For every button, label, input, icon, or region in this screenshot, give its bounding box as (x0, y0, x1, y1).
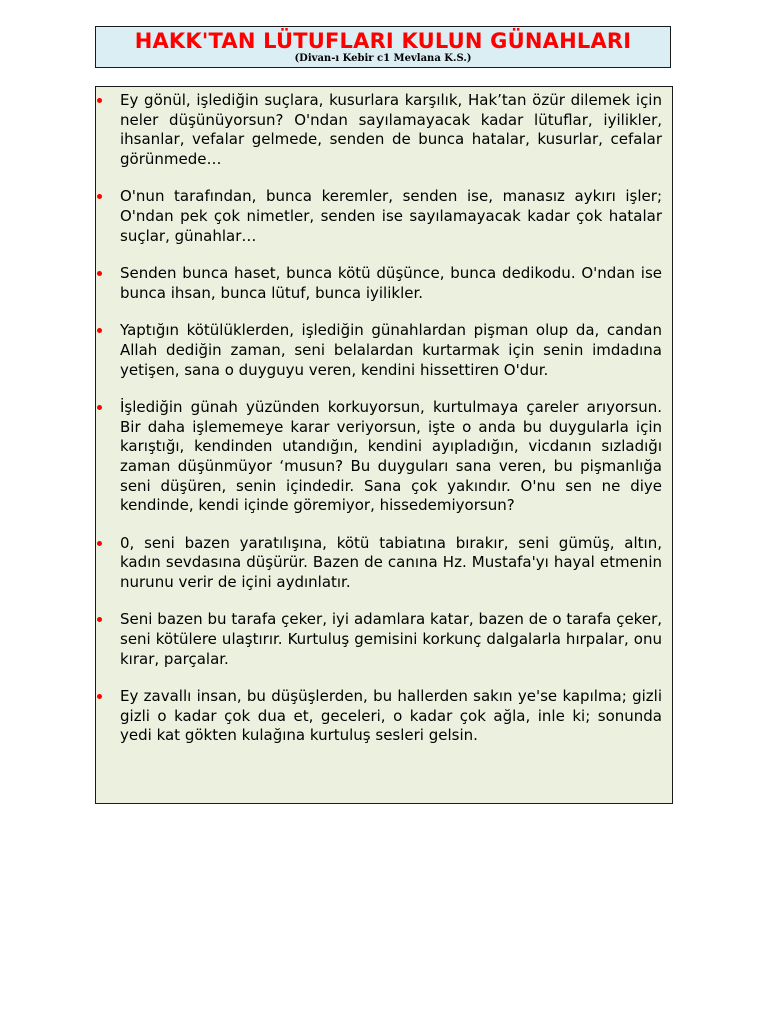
paragraph-text: Ey zavallı insan, bu düşüşlerden, bu hallerden sakın ye'se kapılma; gizli gizli o kadar çok dua et, geceleri, o kadar çok ağla, inle ki; sonunda yedi kat gökten kulağına kurtuluş sesleri gelsin. (120, 687, 662, 745)
page-subtitle: (Divan-ı Kebir c1 Mevlana K.S.) (294, 53, 472, 64)
bullet-icon (97, 694, 102, 699)
bullet-paragraph (120, 321, 662, 380)
paragraph-text: Ey gönül, işlediğin suçlara, kusurlara karşılık, Hak’tan özür dilemek için neler düşünüyorsun? O'ndan sayılamayacak kadar lütuflar, iyilikler, ihsanlar, vefalar gelmede, senden de bunca hatalar, kusurlar, cefalar görünmede… (120, 91, 662, 168)
paragraph-text: 0, seni bazen yaratılışına, kötü tabiatına bırakır, seni gümüş, altın, kadın sevdasına düşürür. Bazen de canına Hz. Mustafa'yı hayal etmenin nurunu verir de içini aydınlatır. (120, 533, 662, 591)
content-box (95, 86, 673, 804)
bullet-paragraph (120, 187, 662, 246)
paragraph-text: Senden bunca haset, bunca kötü düşünce, bunca dedikodu. O'ndan ise bunca ihsan, bunca lütuf, bunca iyilikler. (120, 264, 662, 302)
title-box (95, 26, 671, 68)
bullet-paragraph (120, 687, 662, 746)
bullet-icon (97, 98, 102, 103)
bullet-icon (97, 617, 102, 622)
bullet-icon (97, 271, 102, 276)
paragraph-text: Yaptığın kötülüklerden, işlediğin günahlardan pişman olup da, candan Allah dediğin zaman, seni belalardan kurtarmak için senin imdadına yetişen, sana o duyguyu veren, kendini hissettiren O'dur. (120, 321, 662, 379)
bullet-icon (97, 541, 102, 546)
bullet-paragraph (120, 610, 662, 669)
bullet-paragraph (120, 398, 662, 516)
bullet-paragraph (120, 91, 662, 169)
paragraph-text: Seni bazen bu tarafa çeker, iyi adamlara katar, bazen de o tarafa çeker, seni kötülere ulaştırır. Kurtuluş gemisini korkunç dalgalarla hırpalar, onu kırar, parçalar. (120, 610, 662, 668)
bullet-icon (97, 405, 102, 410)
page-title: HAKK'TAN LÜTUFLARI KULUN GÜNAHLARI (134, 29, 632, 53)
bullet-icon (97, 194, 102, 199)
paragraph-text: O'nun tarafından, bunca keremler, senden ise, manasız aykırı işler; O'ndan pek çok nimetler, senden ise sayılamayacak kadar çok hatalar suçlar, günahlar… (120, 187, 662, 245)
paragraph-text: İşlediğin günah yüzünden korkuyorsun, kurtulmaya çareler arıyorsun. Bir daha işlememeye karar veriyorsun, işte o anda bu duygularla için karıştığı, kendinden utandığın, kendini ayıpladığın, vicdanın sızladığı zaman düşünmüyor ‘musun? Bu duyguları sana veren, bu pişmanlığa seni düşüren, senin içindedir. Sana çok yakındır. O'nu sen ne diye kendinde, kendi içinde göremiyor, hissedemiyorsun? (120, 398, 662, 515)
bullet-paragraph (120, 264, 662, 303)
bullet-icon (97, 328, 102, 333)
bullet-paragraph (120, 534, 662, 593)
